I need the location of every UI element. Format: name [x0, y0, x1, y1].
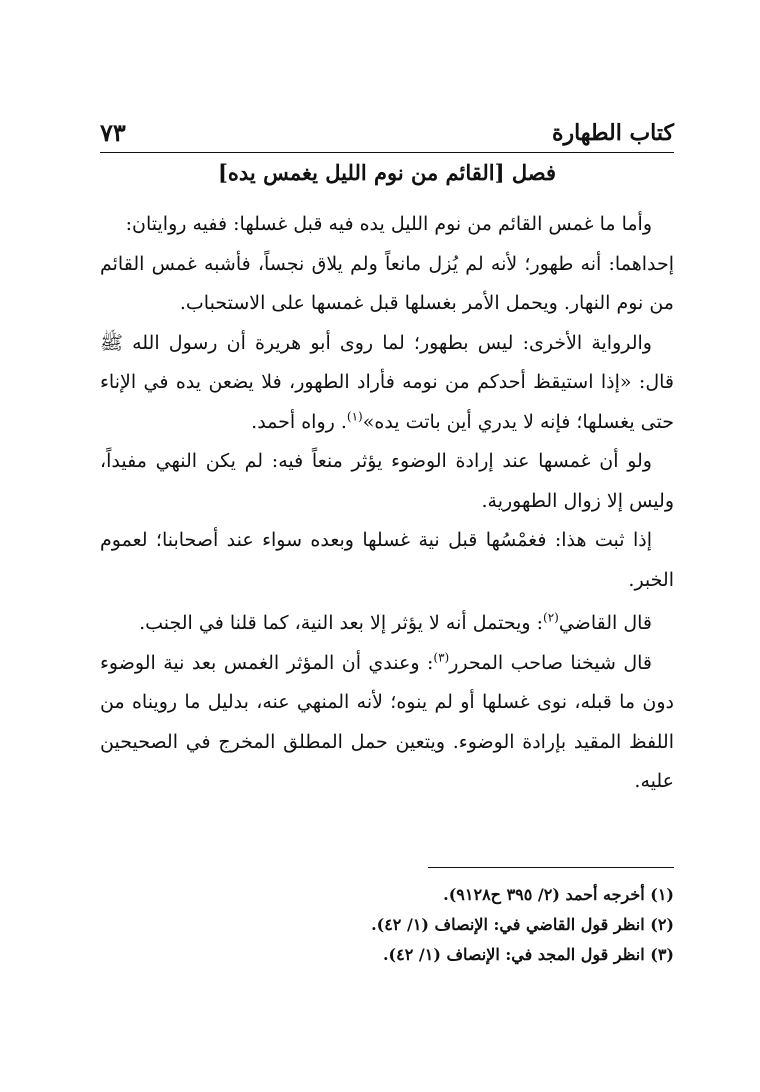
- paragraph-2: إحداهما: أنه طهور؛ لأنه لم يُزل مانعاً ولم يلاق نجساً، فأشبه غمس القائم من نوم النهار. ويحمل الأمر بغسلها قبل غمسها على الاستحباب.: [100, 252, 674, 314]
- paragraph-3-tail: . رواه أحمد.: [251, 410, 347, 433]
- footnote-1: (١) أخرجه أحمد (٢/ ٣٩٥ ح٩١٢٨).: [443, 885, 674, 904]
- book-title: كتاب الطهارة: [551, 120, 674, 146]
- paragraph-7-text: قال شيخنا صاحب المحرر: [449, 651, 652, 674]
- page-number: ٧٣: [100, 118, 126, 147]
- paragraph-3-text: والرواية الأخرى: ليس بطهور؛ لما روى أبو هريرة أن رسول الله ﷺ قال: «إذا استيقظ أحدكم من نومه فأراد الطهور، فلا يضعن يده في الإناء حتى يغسلها؛ فإنه لا يدري أين باتت يده»: [100, 331, 674, 433]
- paragraph-6-tail: : ويحتمل أنه لا يؤثر إلا بعد النية، كما قلنا في الجنب.: [139, 612, 544, 634]
- main-text: [100, 205, 674, 802]
- paragraph-6-text: قال القاضي: [558, 612, 652, 634]
- footnote-ref-3[interactable]: (٣): [433, 650, 450, 665]
- paragraph-4: ولو أن غمسها عند إرادة الوضوء يؤثر منعاً فيه: لم يكن النهي مفيداً، وليس إلا زوال الطهورية.: [100, 450, 674, 512]
- footnote-3: (٣) انظر قول المجد في: الإنصاف (١/ ٤٢).: [382, 945, 674, 964]
- paragraph-3: [100, 324, 674, 443]
- footnote-separator: [428, 867, 674, 868]
- section-title: فصل [القائم من نوم الليل يغمس يده]: [217, 160, 557, 185]
- footnote-2: (٢) انظر قول القاضي في: الإنصاف (١/ ٤٢).: [371, 915, 674, 934]
- footnote-ref-1[interactable]: (١): [346, 409, 363, 424]
- paragraph-5: إذا ثبت هذا: فغمْسُها قبل نية غسلها وبعده سواء عند أصحابنا؛ لعموم الخبر.: [100, 529, 674, 591]
- footnote-ref-2[interactable]: (٢): [543, 610, 559, 625]
- paragraph-6: [100, 604, 674, 644]
- paragraph-7-tail: : وعندي أن المؤثر الغمس بعد نية الوضوء دون ما قبله، نوى غسلها أو لم ينوه؛ لأنه المنهي عنه، بدليل ما رويناه من اللفظ المقيد بإرادة الوضوء. ويتعين حمل المطلق المخرج في الصحيحين عليه.: [100, 651, 674, 792]
- paragraph-7: [100, 644, 674, 802]
- running-header: [100, 118, 674, 153]
- footnotes: [100, 880, 674, 970]
- paragraph-1: وأما ما غمس القائم من نوم الليل يده فيه قبل غسلها: ففيه روايتان:: [125, 213, 652, 235]
